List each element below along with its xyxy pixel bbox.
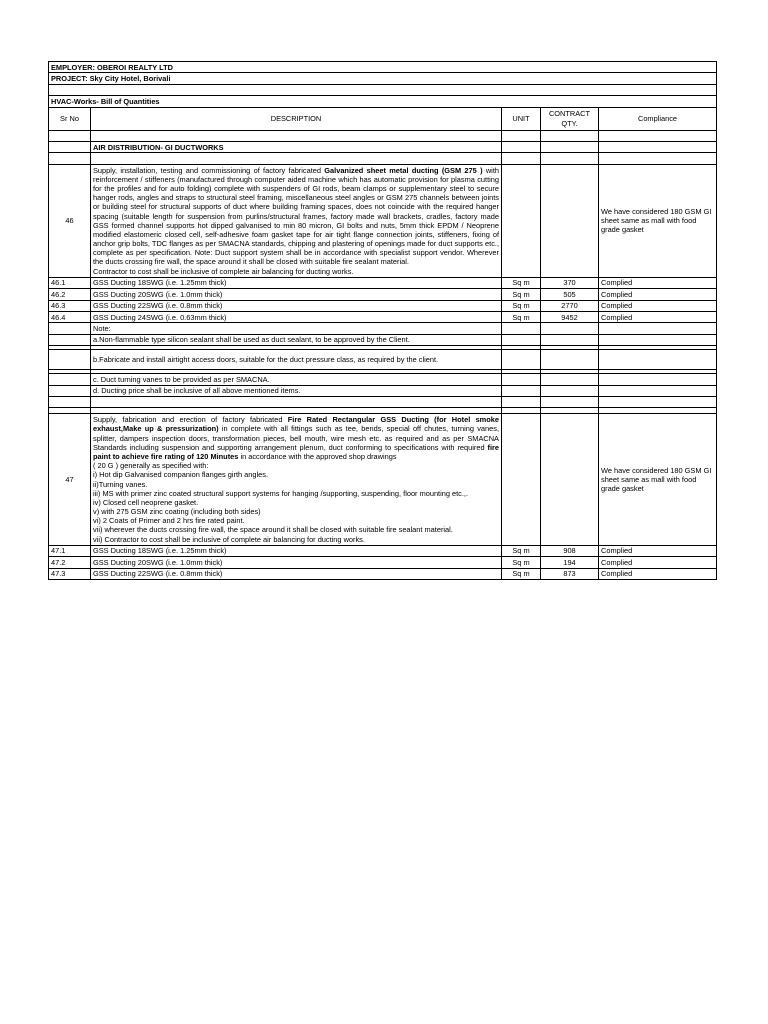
table-row: 47.2 GSS Ducting 20SWG (i.e. 1.0mm thick) Sq m 194 Complied (49, 557, 717, 568)
employer-row (49, 62, 717, 73)
note-c-row (49, 374, 717, 385)
blank-row (49, 396, 717, 407)
item-47-sr: 47 (49, 414, 91, 545)
item-46-description: Supply, installation, testing and commissioning of factory fabricated Galvanized sheet metal ducting (GSM 275 ) with reinforcement / stiffeners (manufactured through computer aided machine which has automatic provision for plasma cutting for the profiles and for auto folding) complete with suspenders of GI rods, beam clamps or supplementary steel to secure hanger rods, angles and straps to structural steel framing, miscellaneous steel angles or GSM 275 channels between joints or building steel for structural supports of duct where building framing spaces, does not coincide with the required hanger spacing (suitable length for suspension from purlins/structural frames, factory made wall brackets, cradles, factory made GSS formed channel supports hot dipped galvanised to min 80 micron, GI bolts and nuts, 5mm thick EPDM / Neoprene modified elastomeric closed cell, self-adhesive foam gasket tape for air tight flange connection joints, stiffeners, fixing of anchor grip bolts, TDC flanges as per SMACNA standards, chipping and plastering of openings made for duct supports etc., complete as per specification. Note: Duct support system shall be in accordance with specialist support vendor. Wherever the ducts crossing fire wall, the space around it shall be closed with suitable fire sealant material. Contractor to cost shall be inclusive of complete air balancing for ducting works. (91, 164, 502, 277)
blank-row (49, 130, 717, 141)
project-cell: PROJECT: Sky City Hotel, Borivali (49, 73, 717, 84)
section-title: HVAC-Works- Bill of Quantities (49, 96, 717, 107)
item-46-sr: 46 (49, 164, 91, 277)
table-row: 46.1 GSS Ducting 18SWG (i.e. 1.25mm thick) Sq m 370 Complied (49, 277, 717, 288)
note-b-row (49, 350, 717, 370)
item-47-compliance: We have considered 180 GSM GI sheet same as mall with food grade gasket (599, 414, 717, 545)
note-a-row (49, 334, 717, 345)
table-row: 46.4 GSS Ducting 24SWG (i.e. 0.63mm thick) Sq m 9452 Complied (49, 311, 717, 322)
note-title-row (49, 323, 717, 334)
project-row (49, 73, 717, 84)
col-sr-no: Sr No (49, 107, 91, 130)
table-row: 47.3 GSS Ducting 22SWG (i.e. 0.8mm thick) Sq m 873 Complied (49, 568, 717, 579)
item-47-description: Supply, fabrication and erection of factory fabricated Fire Rated Rectangular GSS Ducting (for Hotel smoke exhaust,Make up & pressurization) in complete with all fittings such as tee, bends, special off chutes, turning vanes, splitter, dampers inspection doors, transformation pieces, bell mouth, wire mesh etc. as required and as per SMACNA Standards including suspension and supporting arrangement plenum, duct conforming to specifications with required fire paint to achieve fire rating of 120 Minutes in accordance with the approved shop drawings ( 20 G ) generally as specified with: i) Hot dip Galvanised companion flanges girth angles. ii)Turning vanes. iii) MS with primer zinc coated structural support systems for hanging /supporting, suspending, floor mounting etc.,. iv) Closed cell neoprene gasket. v) with 275 GSM zinc coating (including both sides) vi) 2 Coats of Primer and 2 hrs fire rated paint. vii) wherever the ducts crossing fire wall, the space around it shall be closed with suitable fire sealant material. vii) Contractor to cost shall be inclusive of complete air balancing for ducting works. (91, 414, 502, 545)
section-row (49, 96, 717, 107)
col-contract-qty: CONTRACT QTY. (541, 107, 599, 130)
note-d-row (49, 385, 717, 396)
item-47-row (49, 414, 717, 545)
table-row: 46.3 GSS Ducting 22SWG (i.e. 0.8mm thick) Sq m 2770 Complied (49, 300, 717, 311)
blank-row (49, 84, 717, 95)
col-description: DESCRIPTION (91, 107, 502, 130)
group-title-row (49, 141, 717, 152)
note-title: Note: (91, 323, 502, 334)
note-b: b.Fabricate and install airtight access doors, suitable for the duct pressure class, as required by the client. (91, 350, 502, 370)
table-row: 47.1 GSS Ducting 18SWG (i.e. 1.25mm thick) Sq m 908 Complied (49, 545, 717, 556)
col-compliance: Compliance (599, 107, 717, 130)
note-c: c. Duct turning vanes to be provided as per SMACNA. (91, 374, 502, 385)
column-header-row (49, 107, 717, 130)
note-d: d. Ducting price shall be inclusive of all above mentioned items. (91, 385, 502, 396)
group-title: AIR DISTRIBUTION- GI DUCTWORKS (91, 141, 502, 152)
col-unit: UNIT (502, 107, 541, 130)
note-a: a.Non-flammable type silicon sealant shall be used as duct sealant, to be approved by the Client. (91, 334, 502, 345)
boq-table (48, 61, 717, 580)
item-46-row (49, 164, 717, 277)
blank-row (49, 153, 717, 164)
employer-cell: EMPLOYER: OBEROI REALTY LTD (49, 62, 717, 73)
item-46-compliance: We have considered 180 GSM GI sheet same as mall with food grade gasket (599, 164, 717, 277)
table-row: 46.2 GSS Ducting 20SWG (i.e. 1.0mm thick) Sq m 505 Complied (49, 289, 717, 300)
